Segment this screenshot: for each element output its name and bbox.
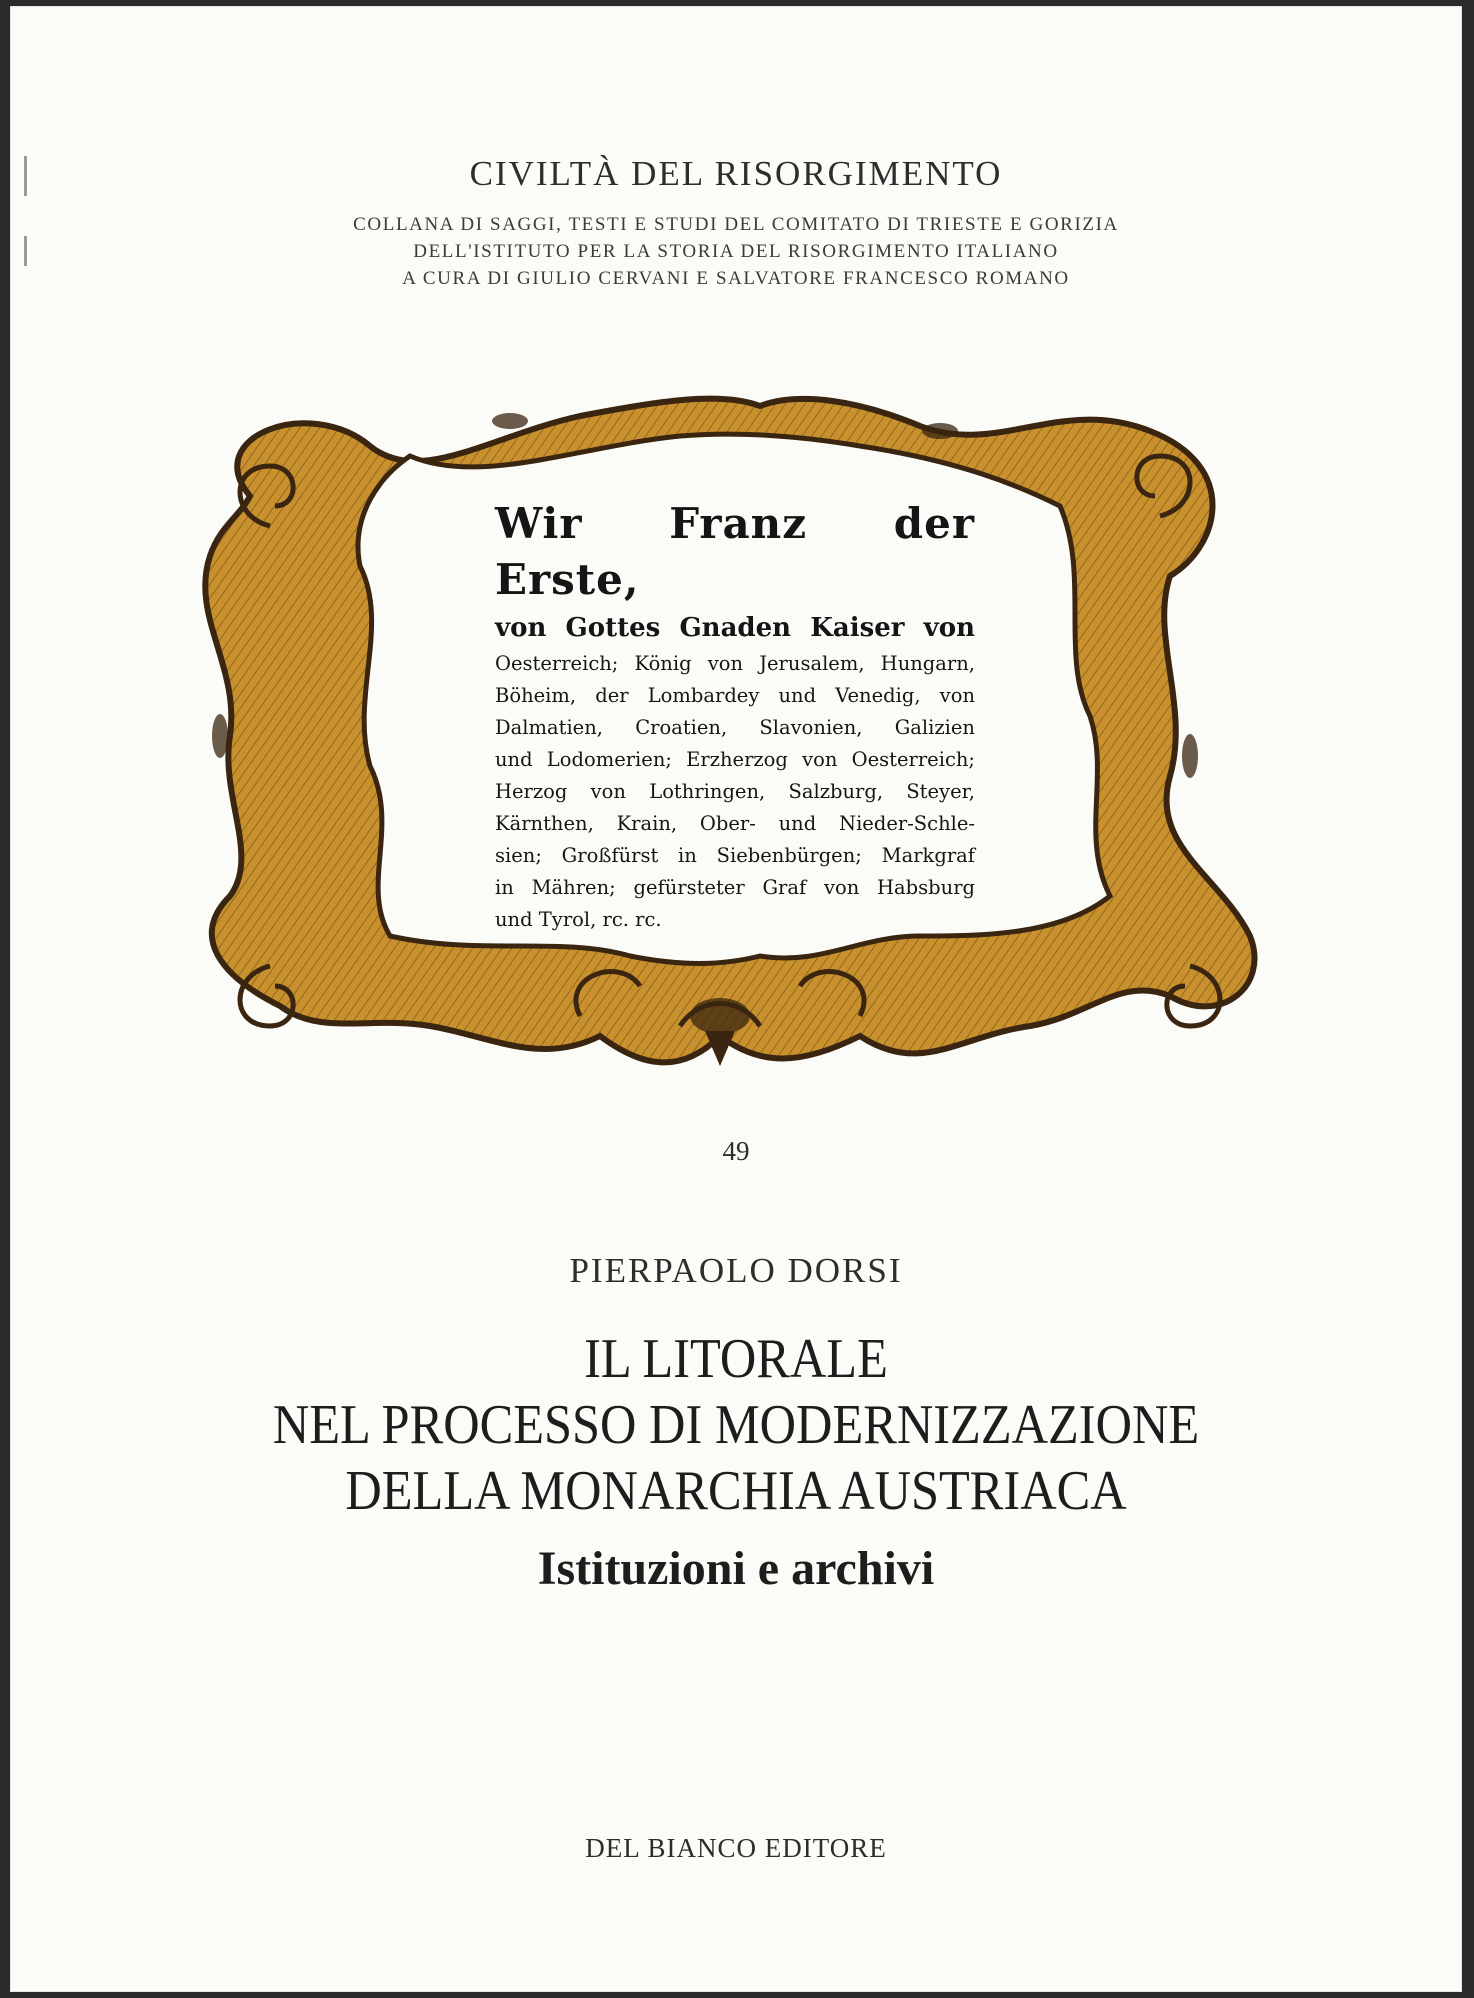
proclamation-line: in Mähren; gefürsteter Graf von Habsburg (495, 876, 975, 899)
author-name: PIERPAOLO DORSI (569, 1251, 903, 1290)
volume-number: 49 (722, 1136, 750, 1166)
series-description-line: A CURA DI GIULIO CERVANI E SALVATORE FRANCESCO ROMANO (402, 268, 1070, 289)
book-cover (10, 6, 1462, 1992)
proclamation-line: und Lodomerien; Erzherzog von Oesterreich; (495, 748, 975, 771)
book-title (83, 1326, 1390, 1524)
book-title-line: IL LITORALE (584, 1328, 888, 1390)
proclamation-line: Wir Franz der Erste, (495, 499, 975, 604)
proclamation-line: Herzog von Lothringen, Salzburg, Steyer, (495, 780, 975, 803)
series-description-line: COLLANA DI SAGGI, TESTI E STUDI DEL COMITATO DI TRIESTE E GORIZIA (353, 214, 1119, 235)
ornamental-frame-illustration (160, 376, 1290, 1066)
book-title-line: NEL PROCESSO DI MODERNIZZAZIONE (272, 1394, 1200, 1456)
proclamation-text (495, 496, 975, 936)
proclamation-line: Dalmatien, Croatien, Slavonien, Galizien (495, 716, 975, 739)
series-description (10, 211, 1462, 292)
book-title-line: DELLA MONARCHIA AUSTRIACA (345, 1460, 1127, 1522)
proclamation-line: von Gottes Gnaden Kaiser von (495, 613, 975, 643)
proclamation-line: sien; Großfürst in Siebenbürgen; Markgraf (495, 844, 975, 867)
book-subtitle: Istituzioni e archivi (537, 1542, 935, 1595)
proclamation-line: und Tyrol, rc. rc. (495, 908, 662, 931)
series-description-line: DELL'ISTITUTO PER LA STORIA DEL RISORGIMENTO ITALIANO (413, 241, 1059, 262)
proclamation-line: Oesterreich; König von Jerusalem, Hungarn, (495, 652, 975, 675)
series-title: CIVILTÀ DEL RISORGIMENTO (469, 154, 1003, 193)
proclamation-line: Kärnthen, Krain, Ober- und Nieder-Schle- (495, 812, 975, 835)
proclamation-line: Böheim, der Lombardey und Venedig, von (495, 684, 975, 707)
publisher-name: DEL BIANCO EDITORE (585, 1833, 887, 1863)
